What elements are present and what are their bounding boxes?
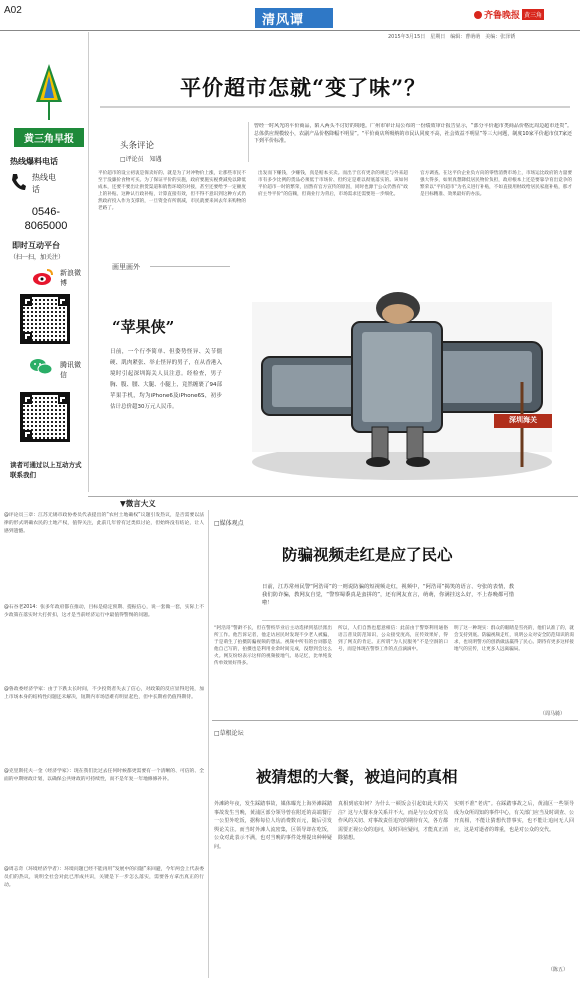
feature-label: 画里画外 bbox=[112, 263, 140, 271]
article3-label: □草根论坛 bbox=[214, 730, 244, 737]
page-number: A02 bbox=[4, 5, 22, 16]
column-label: 头条评论 bbox=[120, 141, 155, 151]
feature-bottom-rule bbox=[88, 496, 578, 497]
feature-body: 日前，一个行李简单、但姿势怪异、关节僵硬、肌肉紧张、举止怪异的男子，在从香港入境时引起深圳海关人员注意。经检查，男子胸、腹、腰、大腿、小腿上，竟然缠裹了94部苹果手机，均为iPhone6及iPhone6S，初步估计总价超30万元人民币。 bbox=[110, 349, 222, 410]
sidebar-divider bbox=[88, 32, 89, 492]
article2-label: □媒体观点 bbox=[214, 520, 244, 527]
main-col2: 出发而下赚钱，少赚钱，真是赔本买卖。而出于官有更杂的规定与外来超市有多少比例的货品必须低于市场价、但约定是难以彻底落实的。该如何平价超市一时的繁荣，固然有官方宣传的原因，同时也源于公众仍然有“政府主导平价”的信赖，但商业行为背后，市场需求还需要进一步细化。 bbox=[258, 171, 408, 197]
weibo-column-title: ▼微言大义 bbox=[120, 499, 156, 508]
article2-col1: “阿浩哥”警龄不长，但在警校毕业后主动选择到基层派出所工作。他告诉记者，他走访居民时发现不少老人被骗，于是萌生了拍摄防骗视频的想法。视频中所有的台词都是他自己写的，拍摄也是利用业余时间完成，没想到会这么火。网友纷纷表示这样的视频接地气、易记忆，比单纯发传单效果好得多。 bbox=[214, 626, 332, 666]
main-headline: 平价超市怎就“变了味”？ bbox=[180, 75, 427, 100]
weibo-post: @周志奇（环境经济学者）：环境问题已经不能再用“发展中的问题”来回避，今年两会上代表委员们的热议，说明全社会对此已形成共识，关键是下一步怎么落实，需要各方拿出真正的行动。 bbox=[4, 867, 204, 888]
article3-col3: 实则不准“老虎”。在踩踏事故之后，黄浦区一些领导成为众所周知的事件中心，有关部门应当及时调查、公开真相，不能让猜想代替事实，也不能让追问无人回应，这是对逝者的尊重，也是对公众的交代。 bbox=[454, 801, 574, 833]
article3-col2: 真相到底如何？为什么一顿饭会引起如此大的关注？这与大餐本身关系并不大，而是与公众对官员作风的关切、对事故责任追究的期待有关，各方都需要正视公众的追问，及时回应疑问，才能真正消除猜想。 bbox=[338, 801, 448, 841]
weibo-post: @克里斯托夫一金（经济学家）：现在我们比过去任何时候都更需要有一个清晰的、可信的、全面的中期财政计划，以确保公共财政的可持续性，而不是年复一年地修修补补。 bbox=[4, 769, 204, 782]
cartoon-sign-text: 深圳海关 bbox=[509, 416, 537, 424]
weibo-post: @鲁政委经济学家：由于下跌太长时间，不少投资者失去了信心，对政策的反应显得迟钝，加上市场本身的结构性问题还未解决，短期内市场恐难有明显起色，但中长期看仍值得期待。 bbox=[4, 687, 204, 700]
weibo-post: @石谷老2014：张多年政府都在推动，目标是稳定预期、提振信心，说一套做一套，实际上不少政策在落实时大打折扣，这才是当前经济运行中最值得警惕的问题。 bbox=[4, 605, 204, 618]
article3-top-rule bbox=[212, 720, 578, 721]
main-lead: 曾经一时风光的平价商品，陷入两头不讨好的境地。广州市审计局公布的一份绩效审计报告显示，“部分平价超市类商品价格比周边超市还贵”。总体供应规模较小，农副产品价格降幅不明显”。“平价商店所吸纳的市民认同度不高，社会效益不明显”等三大问题，制度10家平价超市仅7家还下到平价标准。 bbox=[254, 123, 572, 144]
interact-title: 即时互动平台 bbox=[12, 241, 60, 250]
feature-label-rule bbox=[150, 266, 230, 267]
article2-headline: 防骗视频走红是应了民心 bbox=[282, 545, 453, 564]
feature-title: “苹果侠” bbox=[112, 318, 175, 336]
newspaper-logo bbox=[474, 8, 544, 21]
article2-lead: 日前，江苏常州民警“阿浩哥”的一则说防骗的短视频走红，视频中，“阿浩哥”揭笑的语言、夸张的表情，教我们防诈骗，教网友自觉，“警察蜀黍真是蛮拼的”，还有网友直言，萌萌，你满挂这么好，不上春晚都可惜啦！ bbox=[262, 584, 514, 606]
weibo-column bbox=[4, 512, 204, 980]
main-byline: □评论员 知遇 bbox=[120, 156, 162, 163]
weibo-divider bbox=[208, 510, 209, 978]
phone-icon bbox=[10, 172, 26, 192]
article3-sign: （陈五） bbox=[548, 967, 569, 973]
article3-col1: 外滩跨年夜，发生踩踏事故，媒体曝光上海外滩踩踏事故发生当晚，黄浦区部分领导曾在附近的高端餐厅一公里外吃饭，据称每位人均消费数百元，随后引发舆论关注。而当时外滩人流密集，区领导却在吃饭，公众对此表示不满，也对当晚的事件处理提出种种疑问。 bbox=[214, 801, 332, 850]
logo-tag: 黄三角 bbox=[522, 9, 544, 20]
brand-name: 黄三角早报 bbox=[14, 128, 84, 147]
section-title: 清风谭 bbox=[262, 13, 305, 28]
logo-text: 齐鲁晚报 bbox=[484, 11, 521, 21]
logo-emblem-icon bbox=[474, 11, 482, 19]
hotline-title: 热线爆料电话 bbox=[10, 157, 58, 166]
hotline-number: 0546-8065000 bbox=[24, 206, 68, 232]
brand-logo bbox=[14, 62, 84, 145]
wechat-icon bbox=[30, 358, 52, 376]
weibo-label: 新浪微博 bbox=[60, 269, 81, 287]
interact-subtitle: （扫一扫，加关注） bbox=[10, 254, 65, 261]
headline-underline bbox=[100, 106, 570, 108]
weibo-post: @评论员三章：江苏无锡市政协委员代表提出的“农村土地确权”议题引发热议，是否需要以法律的形式明确农民的土地产权，值得关注，此前几年曾有过类似讨论，但始终没有结论，让人感到遗憾。 bbox=[4, 513, 204, 534]
lead-divider bbox=[248, 122, 249, 162]
article2-col3: 明了这一种现实：群众的眼睛是雪亮的，他们认准了的，就会支持到底。防骗视频走红，说明公众对安全防范知识的渴求，也说明警方的创新做法赢得了民心。期待有更多这样接地气的宣传，让更多人远离骗局。 bbox=[454, 626, 574, 652]
cartoon-illustration bbox=[232, 262, 572, 494]
article2-lead-rule bbox=[262, 620, 514, 621]
date-line: 2015年3月15日 星期日 编辑：曹萌萌 美编：张泽锈 bbox=[388, 34, 516, 40]
article2-sign: （周马骑） bbox=[540, 711, 566, 717]
main-col1: 平价超市的设立初衷是保卖好的、就是为了对冲物价上涨，让那些市民不至于没廉价食物可买。为了保证平价的实施，政府要施实税费减免以降低成本，还要不要出让供货渠道和销售环境的对接，甚至还要给予一定额度上的补贴。这种认行政补贴，计算直接有效，但不得不意识到这种方式仍然政府投入作为支撑的，一旦资金有所削减，市民就要来回去年来购物的老路了。 bbox=[98, 171, 246, 211]
brand-logo-icon bbox=[14, 62, 84, 122]
hotline-label: 热线电话 bbox=[32, 173, 56, 194]
article3-headline: 被猜想的大餐，被追问的真相 bbox=[256, 767, 458, 786]
header-rule bbox=[0, 30, 580, 31]
weibo-icon bbox=[32, 268, 54, 286]
wechat-label: 腾讯微信 bbox=[60, 361, 81, 379]
sidebar-footer-note: 读者可通过以上互动方式联系我们 bbox=[10, 461, 82, 479]
article2-col2: 所以，人们自然也愿意相信：此前由于警察利用通俗语言普及防范知识，公众接受度高，宣传效果好，得到了网友的肯定。正所谓“为人民服务”不是空洞的口号，而是体现在警察工作的点点滴滴中。 bbox=[338, 626, 448, 652]
main-col3: 官方调查。在这平价企业负方向的零售消费市场上，市场运比政府的力量要强大得多，如果真想降低居民物价负担，政府根本上还是要靠孕育出竞争的繁荣以“平价超市”为名义进行补贴，不如直接用财政给居民家庭补贴，那才是目标精准、效果最好的办法。 bbox=[420, 171, 572, 197]
